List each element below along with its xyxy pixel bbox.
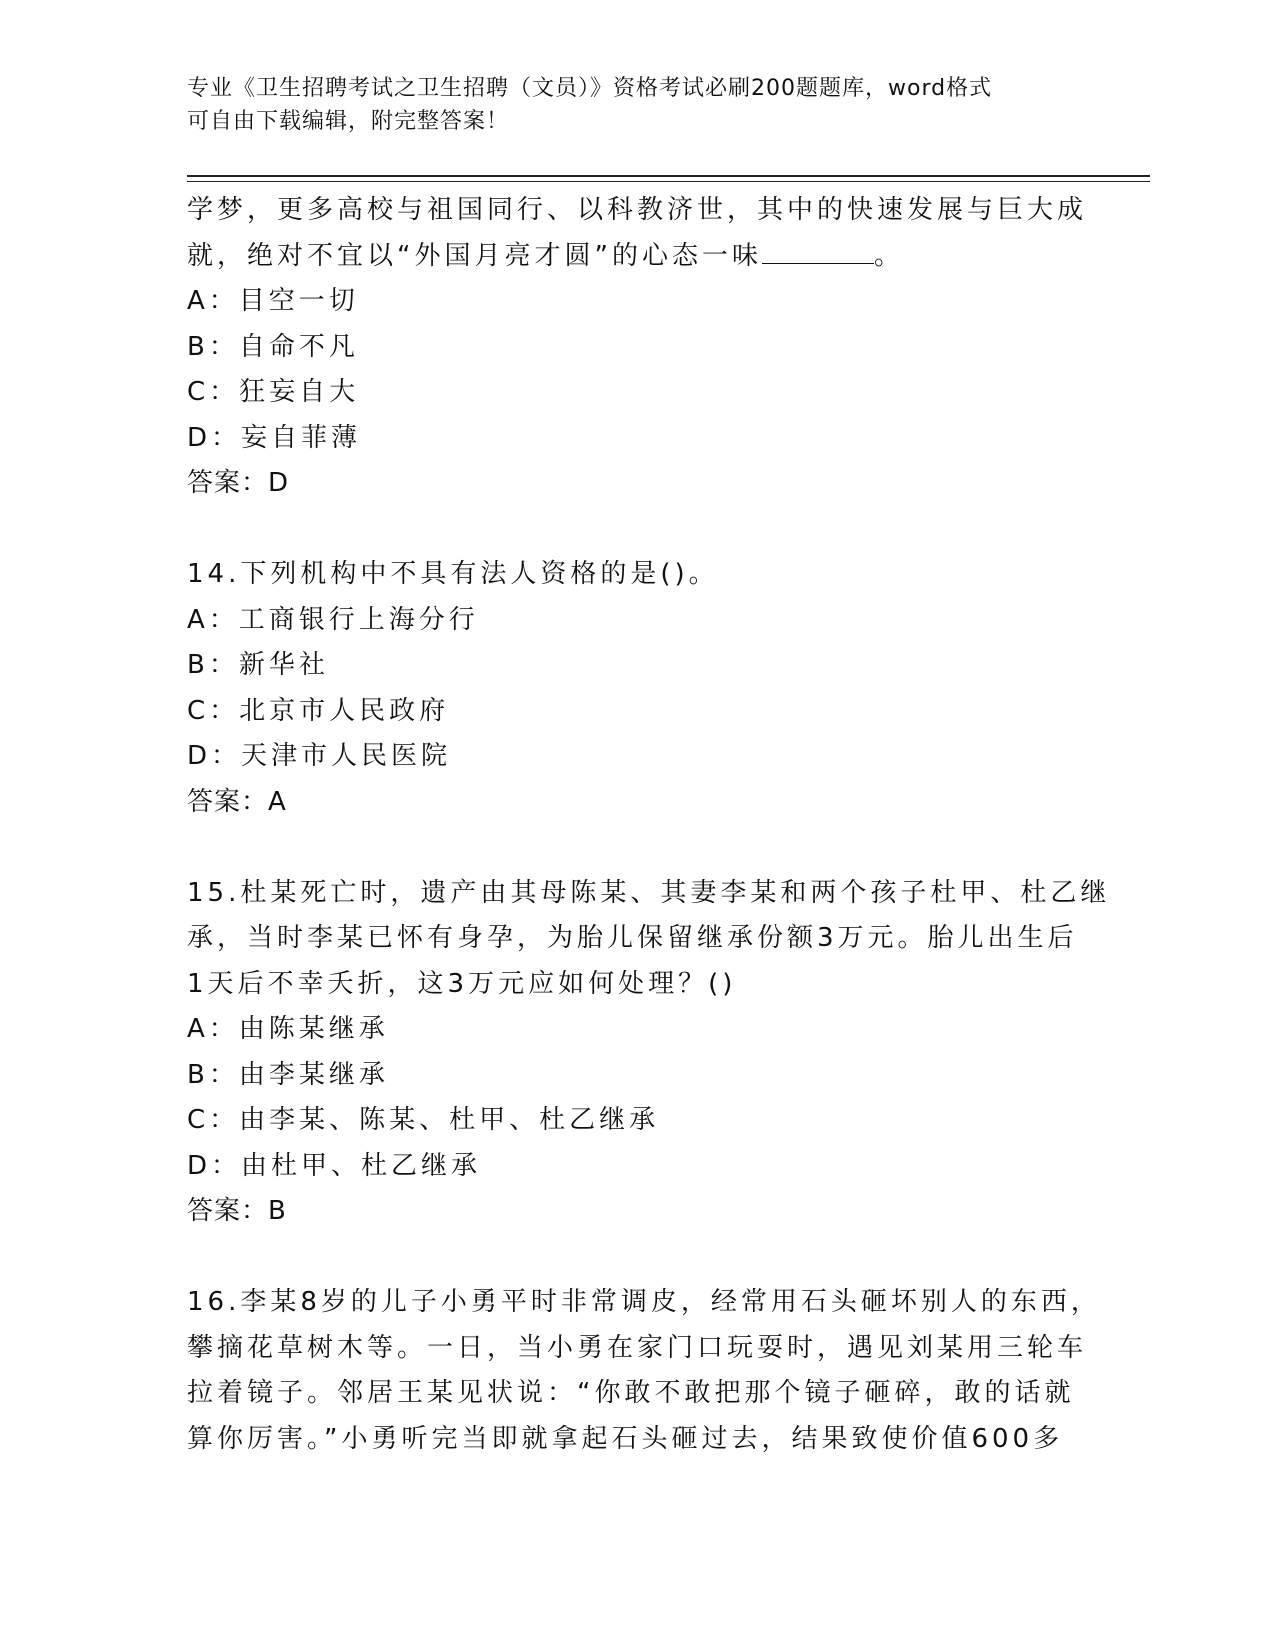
question-text: 攀摘花草树木等。一日，当小勇在家门口玩耍时，遇见刘某用三轮车 [187, 1332, 1088, 1363]
question-text: 15.杜某死亡时，遗产由其母陈某、其妻李某和两个孩子杜甲、杜乙继 [187, 877, 1111, 908]
option-b: B：自命不凡 [187, 331, 359, 362]
option-a: A：目空一切 [187, 286, 359, 316]
option-d: D：天津市人民医院 [187, 741, 452, 771]
answer-blank [762, 237, 874, 264]
question-text: 学梦，更多高校与祖国同行、以科教济世，其中的快速发展与巨大成 [187, 195, 1088, 225]
document-body [187, 188, 1111, 1462]
question-text-end: 。 [873, 240, 904, 271]
option-d: D：妄自菲薄 [187, 422, 362, 453]
question-text [187, 234, 1087, 280]
question-14 [187, 552, 1087, 825]
question-text: 14.下列机构中不具有法人资格的是()。 [187, 559, 719, 589]
option-a: A：由陈某继承 [187, 1014, 389, 1044]
option-a: A：工商银行上海分行 [187, 604, 479, 635]
question-13 [187, 188, 1087, 507]
answer-key: 答案：B [187, 1196, 287, 1226]
question-text-part: 就，绝对不宜以“外国月亮才圆”的心态一味 [187, 240, 762, 271]
question-16 [187, 1280, 1101, 1462]
question-text: 1天后不幸夭折，这3万元应如何处理？() [187, 968, 737, 999]
option-d: D：由杜甲、杜乙继承 [187, 1150, 482, 1181]
question-text: 16.李某8岁的儿子小勇平时非常调皮，经常用石头砸坏别人的东西， [187, 1287, 1101, 1317]
header-divider-thin [187, 181, 1150, 182]
header-title-line1: 专业《卫生招聘考试之卫生招聘（文员）》资格考试必刷200题题库，word格式 [187, 76, 993, 101]
option-c: C：由李某、陈某、杜甲、杜乙继承 [187, 1105, 660, 1135]
question-15 [187, 871, 1111, 1235]
question-text: 拉着镜子。邻居王某见状说：“你敢不敢把那个镜子砸碎，敢的话就 [187, 1378, 1075, 1408]
header-divider-thick [187, 175, 1150, 177]
option-b: B：新华社 [187, 650, 329, 680]
option-c: C：北京市人民政府 [187, 695, 450, 726]
question-text: 算你厉害。”小勇听完当即就拿起石头砸过去，结果致使价值600多 [187, 1423, 1064, 1454]
option-c: C：狂妄自大 [187, 377, 360, 407]
answer-key: 答案：A [187, 786, 287, 817]
answer-key: 答案：D [187, 468, 290, 498]
question-text: 承，当时李某已怀有身孕，为胎儿保留继承份额3万元。胎儿出生后 [187, 923, 1078, 953]
header-title-line2: 可自由下载编辑，附完整答案！ [187, 109, 510, 134]
option-b: B：由李某继承 [187, 1059, 389, 1090]
document-header [187, 72, 1087, 138]
